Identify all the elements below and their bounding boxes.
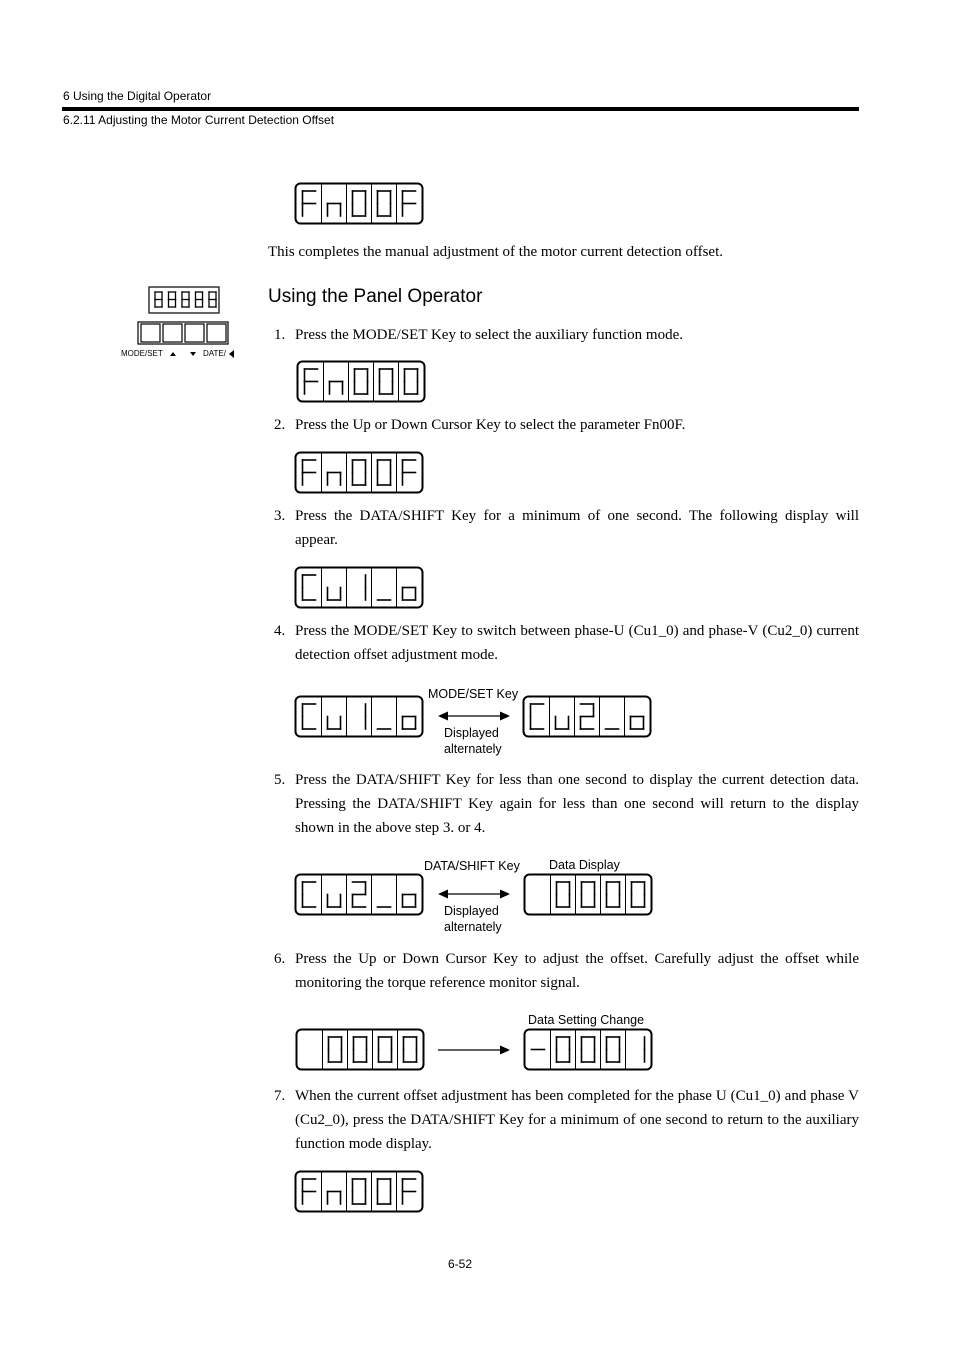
display-digit [379,1037,392,1062]
display-digit [155,292,162,307]
display-digit [607,1037,620,1062]
page-number: 6-52 [448,1257,473,1271]
display-digit [403,588,416,601]
down-arrow-icon [190,352,196,356]
display-digit [405,369,418,394]
panel-operator-icon [120,286,236,360]
display-digit [403,895,416,908]
display-step-5-right [523,873,653,916]
display-digit [355,369,368,394]
step-3: 3. Press the DATA/SHIFT Key for a minimum of one second. The following display will appear. [274,508,859,548]
display-digit [631,717,644,730]
display-digit [353,191,366,216]
display-digit [303,575,316,600]
display-digit [557,882,570,907]
display-digit [581,704,594,729]
display-digit [582,1037,595,1062]
display-digit [328,473,341,486]
display-digit [403,1179,416,1204]
arrow-label-alternately: alternately [444,920,502,934]
step-2: 2. Press the Up or Down Cursor Key to select the parameter Fn00F. [274,417,686,433]
display-digit [556,717,569,730]
caption-data-display: Data Display [549,858,620,872]
arrow-label-displayed: Displayed [444,726,499,740]
step-5: 5. Press the DATA/SHIFT Key for less than one second to display the current detection data. Pressing the DATA/SHIFT Key again for less than one second will return to the display shown in the above step 3. or 4. [274,772,859,836]
display-digit [378,191,391,216]
display-digit [303,704,316,729]
display-intro-fn00f [294,182,424,225]
step-7: 7. When the current offset adjustment has been completed for the phase U (Cu1_0) and phase V (Cu2_0), press the DATA/SHIFT Key for a minimum of one second to return to the auxiliary function mode display. [274,1088,859,1152]
display-step-4-left [294,695,424,738]
display-digit [303,1179,316,1204]
display-step-1 [296,360,426,403]
display-digit [380,369,393,394]
up-arrow-icon [170,352,176,356]
panel-label-date: DATE/ [203,349,226,358]
display-digit [328,895,341,908]
chapter-header: 6 Using the Digital Operator [63,89,212,103]
display-step-6-right [523,1028,653,1071]
right-arrow-icon [438,1043,510,1062]
display-digit [403,460,416,485]
display-digit [531,704,544,729]
section-title: Using the Panel Operator [268,286,483,307]
header-rule [62,107,859,111]
display-digit [353,460,366,485]
display-digit [607,882,620,907]
display-step-3 [294,566,424,609]
arrow-label-displayed: Displayed [444,904,499,918]
display-digit [378,1179,391,1204]
section-header: 6.2.11 Adjusting the Motor Current Detection Offset [63,113,335,127]
display-digit [303,460,316,485]
arrow-label-mode-set-key: MODE/SET Key [428,687,519,701]
display-digit [378,460,391,485]
display-digit [305,369,318,394]
display-digit [182,292,189,307]
step-1: 1. Press the MODE/SET Key to select the auxiliary function mode. [274,327,683,343]
display-digit [328,588,341,601]
left-arrow-icon [229,350,234,358]
display-digit [169,292,176,307]
display-digit [557,1037,570,1062]
display-digit [303,191,316,216]
display-step-6-left [295,1028,425,1071]
display-digit [328,1192,341,1205]
display-digit [196,292,203,307]
display-digit [404,1037,417,1062]
display-step-2 [294,451,424,494]
step-4: 4. Press the MODE/SET Key to switch between phase-U (Cu1_0) and phase-V (Cu2_0) current detection offset adjustment mode. [274,623,859,663]
display-digit [632,882,645,907]
display-digit [354,1037,367,1062]
arrow-label-alternately: alternately [444,742,502,756]
display-digit [303,882,316,907]
display-digit [403,717,416,730]
display-digit [353,1179,366,1204]
display-digit [403,191,416,216]
display-digit [330,382,343,395]
display-digit [353,882,366,907]
display-step-7 [294,1170,424,1213]
display-step-4-right [522,695,652,738]
display-digit [209,292,216,307]
caption-data-setting-change: Data Setting Change [528,1013,645,1027]
display-digit [582,882,595,907]
display-digit [329,1037,342,1062]
panel-label-mode-set: MODE/SET [121,349,163,358]
display-step-5-left [294,873,424,916]
step-6: 6. Press the Up or Down Cursor Key to adjust the offset. Carefully adjust the offset while monitoring the torque reference monitor signal. [274,951,859,991]
intro-text: This completes the manual adjustment of the motor current detection offset. [268,244,724,260]
display-digit [328,717,341,730]
arrow-label-data-shift-key: DATA/SHIFT Key [424,859,520,873]
display-digit [328,204,341,217]
